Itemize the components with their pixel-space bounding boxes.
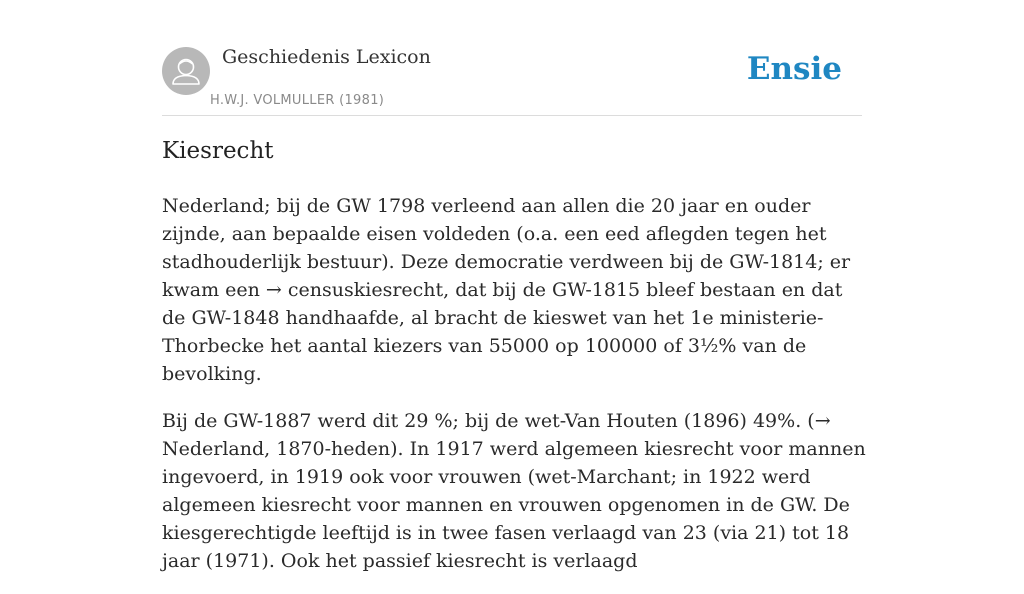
author-name[interactable]: H.W.J. VOLMULLER (1981) (210, 93, 385, 108)
brand-logo[interactable]: Ensie (746, 51, 842, 87)
lexicon-title[interactable]: Geschiedenis Lexicon (222, 46, 431, 68)
lexicon-header (162, 46, 862, 116)
entry-content (162, 192, 867, 594)
author-avatar[interactable] (162, 47, 210, 95)
entry-paragraph: Nederland; bij de GW 1798 verleend aan allen die 20 jaar en ouder zijnde, aan bepaalde eisen voldeden (o.a. een eed aflegden tegen het stadhouderlijk bestuur). Deze democratie verdween bij de GW-1814; er kwam een → censuskiesrecht, dat bij de GW-1815 bleef bestaan en dat de GW-1848 handhaafde, al bracht de kieswet van het 1e ministerie-Thorbecke het aantal kiezers van 55000 op 100000 of 3½% van de bevolking. (162, 195, 851, 385)
entry-title: Kiesrecht (162, 138, 274, 164)
entry-paragraph: Bij de GW-1887 werd dit 29 %; bij de wet-Van Houten (1896) 49%. (→ Nederland, 1870-heden). In 1917 werd algemeen kiesrecht voor mannen ingevoerd, in 1919 ook voor vrouwen (wet-Marchant; in 1922 werd algemeen kiesrecht voor mannen en vrouwen opgenomen in de GW. De kiesgerechtigde leeftijd is in twee fasen verlaagd van 23 (via 21) tot 18 jaar (1971). Ook het passief kiesrecht is verlaagd (162, 410, 866, 572)
user-icon (162, 47, 210, 95)
